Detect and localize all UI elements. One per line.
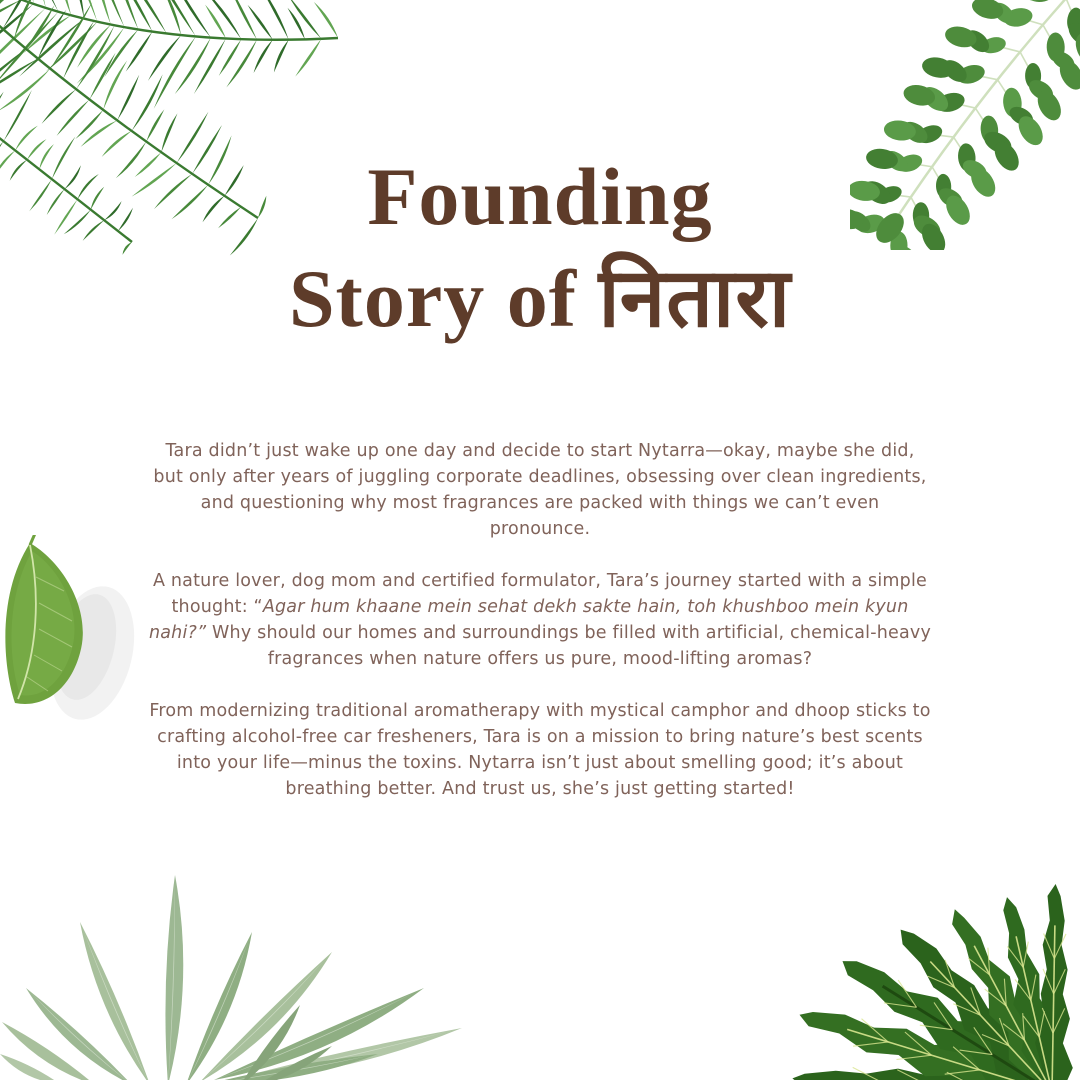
paragraph-mission: From modernizing traditional aromatherapy with mystical camphor and dhoop sticks to crafting alcohol-free car fresheners, Tara is on a mission to bring nature’s best scents into your life—minus the toxins. Nytarra isn’t just about smelling good; it’s about breathing better. And trust us, she’s just getting started! <box>149 701 931 799</box>
page-title <box>0 146 1080 349</box>
paragraph-intro: Tara didn’t just wake up one day and decide to start Nytarra—okay, maybe she did, but only after years of juggling corporate deadlines, obsessing over clean ingredients, and questioning why most fragrances are packed with things we can’t even pronounce. <box>153 441 927 539</box>
papaya-leaf-icon <box>780 870 1080 1080</box>
story-text-block <box>148 438 932 802</box>
paragraph-journey <box>148 568 932 672</box>
paragraph-journey-hindi-quote: Agar hum khaane mein sehat dekh sakte hain, toh khushboo mein kyun nahi?” <box>148 597 909 643</box>
sage-plant-icon <box>0 840 470 1080</box>
paragraph-journey-prefix: A nature lover, dog mom and certified formulator, Tara’s journey started with a simple thought: “ <box>152 571 928 617</box>
paragraph-journey-suffix: Why should our homes and surroundings be filled with artificial, chemical-heavy fragrances when nature offers us pure, mood-lifting aromas? <box>206 623 932 669</box>
title-line-2: Story of नितारा <box>288 252 792 344</box>
single-leaf-icon <box>0 535 150 735</box>
title-line-1: Founding <box>367 151 713 242</box>
